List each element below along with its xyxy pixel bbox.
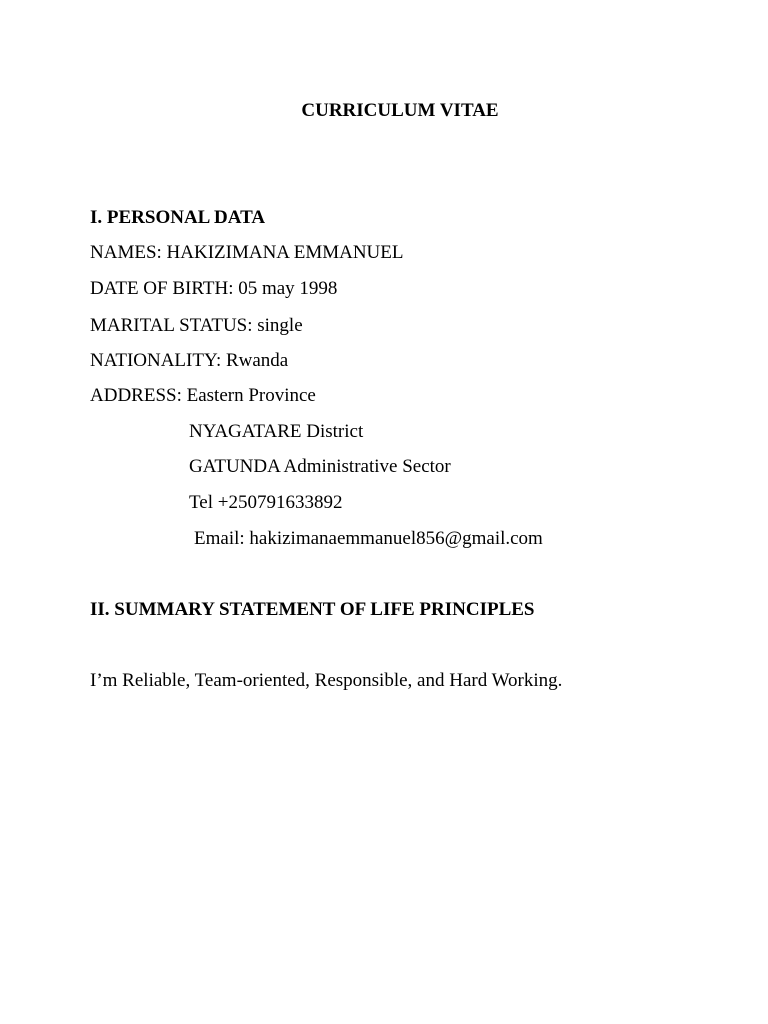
marital-status-line: MARITAL STATUS: single: [90, 315, 303, 336]
life-principles-statement: I’m Reliable, Team-oriented, Responsible, and Hard Working.: [90, 670, 563, 691]
section-heading-personal-data: I. PERSONAL DATA: [90, 207, 266, 228]
telephone-line: Tel +250791633892: [189, 492, 343, 513]
document-title: CURRICULUM VITAE: [301, 100, 499, 121]
section-heading-life-principles: II. SUMMARY STATEMENT OF LIFE PRINCIPLES: [90, 599, 535, 620]
date-of-birth-line: DATE OF BIRTH: 05 may 1998: [90, 278, 338, 299]
address-district-line: NYAGATARE District: [189, 421, 364, 442]
address-line: ADDRESS: Eastern Province: [90, 385, 316, 406]
nationality-line: NATIONALITY: Rwanda: [90, 350, 289, 371]
email-line: Email: hakizimanaemmanuel856@gmail.com: [194, 528, 543, 549]
names-line: NAMES: HAKIZIMANA EMMANUEL: [90, 242, 404, 263]
address-sector-line: GATUNDA Administrative Sector: [189, 456, 451, 477]
